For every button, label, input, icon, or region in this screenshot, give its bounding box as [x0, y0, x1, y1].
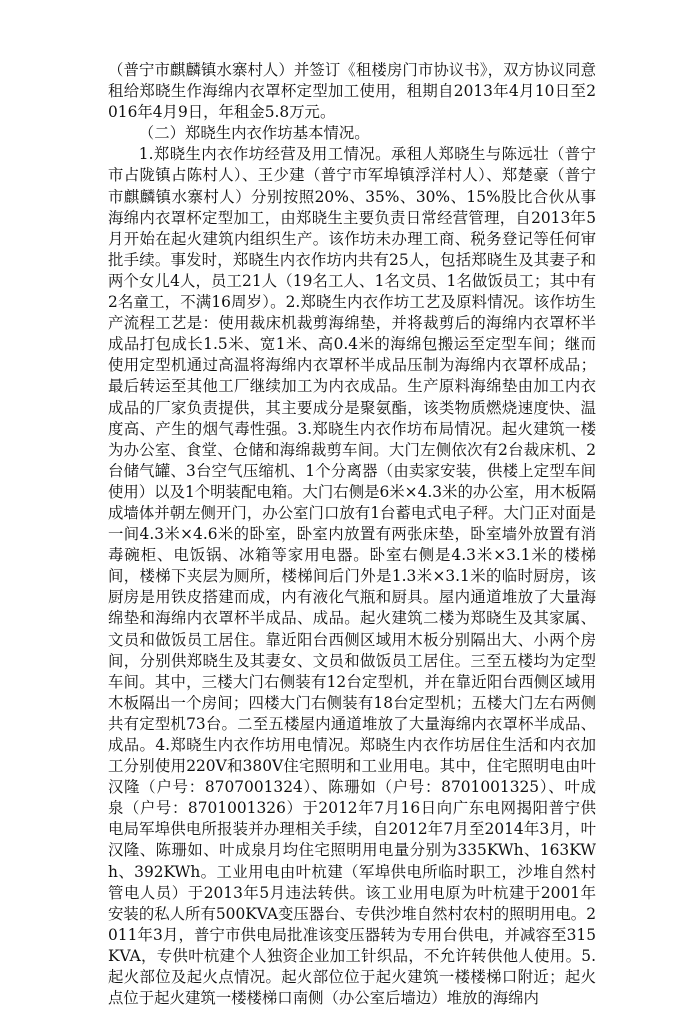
paragraph-workshop-details: 1.郑晓生内衣作坊经营及用工情况。承租人郑晓生与陈远壮（普宁市占陇镇占陈村人）、王少建（普宁市军埠镇浮洋村人）、郑楚豪（普宁市麒麟镇水寨村人）分别按照20%、35%、30%、15%股比合伙从事海绵内衣罩杯定型加工，由郑晓生主要负责日常经营管理，自2013年5月开始在起火建筑内组织生产。该作坊未办理工商、税务登记等任何审批手续。事发时，郑晓生内衣作坊内共有25人，包括郑晓生及其妻子和两个女儿4人，员工21人（19名工人、1名文员、1名做饭员工；其中有2名童工，不满16周岁）。2.郑晓生内衣作坊工艺及原料情况。该作坊生产流程工艺是：使用裁床机裁剪海绵垫，并将裁剪后的海绵内衣罩杯半成品打包成长1.5米、宽1米、高0.4米的海绵包搬运至定型车间；继而使用定型机通过高温将海绵内衣罩杯半成品压制为海绵内衣罩杯成品；最后转运至其他工厂继续加工为内衣成品。生产原料海绵垫由加工内衣成品的厂家负责提供，其主要成分是聚氨酯，该类物质燃烧速度快、温度高、产生的烟气毒性强。3.郑晓生内衣作坊布局情况。起火建筑一楼为办公室、食堂、仓储和海绵裁剪车间。大门左侧依次有2台裁床机、2台储气罐、3台空气压缩机、1个分离器（由卖家安装，供楼上定型车间使用）以及1个明装配电箱。大门右侧是6米×4.3米的办公室，用木板隔成墙体并朝左侧开门，办公室门口放有1台蓄电式电子秤。大门正对面是一间4.3米×4.6米的卧室，卧室内放置有两张床垫，卧室墙外放置有消毒碗柜、电饭锅、冰箱等家用电器。卧室右侧是4.3米×3.1米的楼梯间，楼梯下夹层为厕所，楼梯间后门外是1.3米×3.1米的临时厨房，该厨房是用铁皮搭建而成，内有液化气瓶和厨具。屋内通道堆放了大量海绵垫和海绵内衣罩杯半成品、成品。起火建筑二楼为郑晓生及其家属、文员和做饭员工居住。靠近阳台西侧区域用木板分别隔出大、小两个房间，分别供郑晓生及其妻女、文员和做饭员工居住。三至五楼均为定型车间。其中，三楼大门右侧装有12台定型机，并在靠近阳台西侧区域用木板隔出一个房间；四楼大门右侧装有18台定型机；五楼大门左右两侧共有定型机73台。二至五楼屋内通道堆放了大量海绵内衣罩杯半成品、成品。4.郑晓生内衣作坊用电情况。郑晓生内衣作坊居住生活和内衣加工分别使用220V和380V住宅照明和工业用电。其中，住宅照明电由叶汉隆（户号：8707001324）、陈珊如（户号：8701001325）、叶成泉（户号：8701001326）于2012年7月16日向广东电网揭阳普宁供电局军埠供电所报装并办理相关手续，自2012年7月至2014年3月，叶汉隆、陈珊如、叶成泉月均住宅照明用电量分别为335KWh、163KWh、392KWh。工业用电由叶杭建（军埠供电所临时职工，沙堆自然村管电人员）于2013年5月违法转供。该工业用电原为叶杭建于2001年安装的私人所有500KVA变压器台、专供沙堆自然村农村的照明用电。2011年3月，普宁市供电局批准该变压器转为专用台供电，并减容至315KVA，专供叶杭建个人独资企业加工针织品，不允许转供他人使用。5.起火部位及起火点情况。起火部位位于起火建筑一楼楼梯口附近；起火点位于起火建筑一楼楼梯口南侧（办公室后墙边）堆放的海绵内: [108, 145, 597, 1008]
body-text: [108, 60, 596, 1009]
paragraph-section-heading: （二）郑晓生内衣作坊基本情况。: [138, 124, 370, 143]
paragraph-lease-terms: （普宁市麒麟镇水寨村人）并签订《租楼房门市协议书》，双方协议同意租给郑晓生作海绵内衣罩杯定型加工使用，租期自2013年4月10日至2016年4月9日，年租金5.8万元。: [108, 61, 596, 122]
